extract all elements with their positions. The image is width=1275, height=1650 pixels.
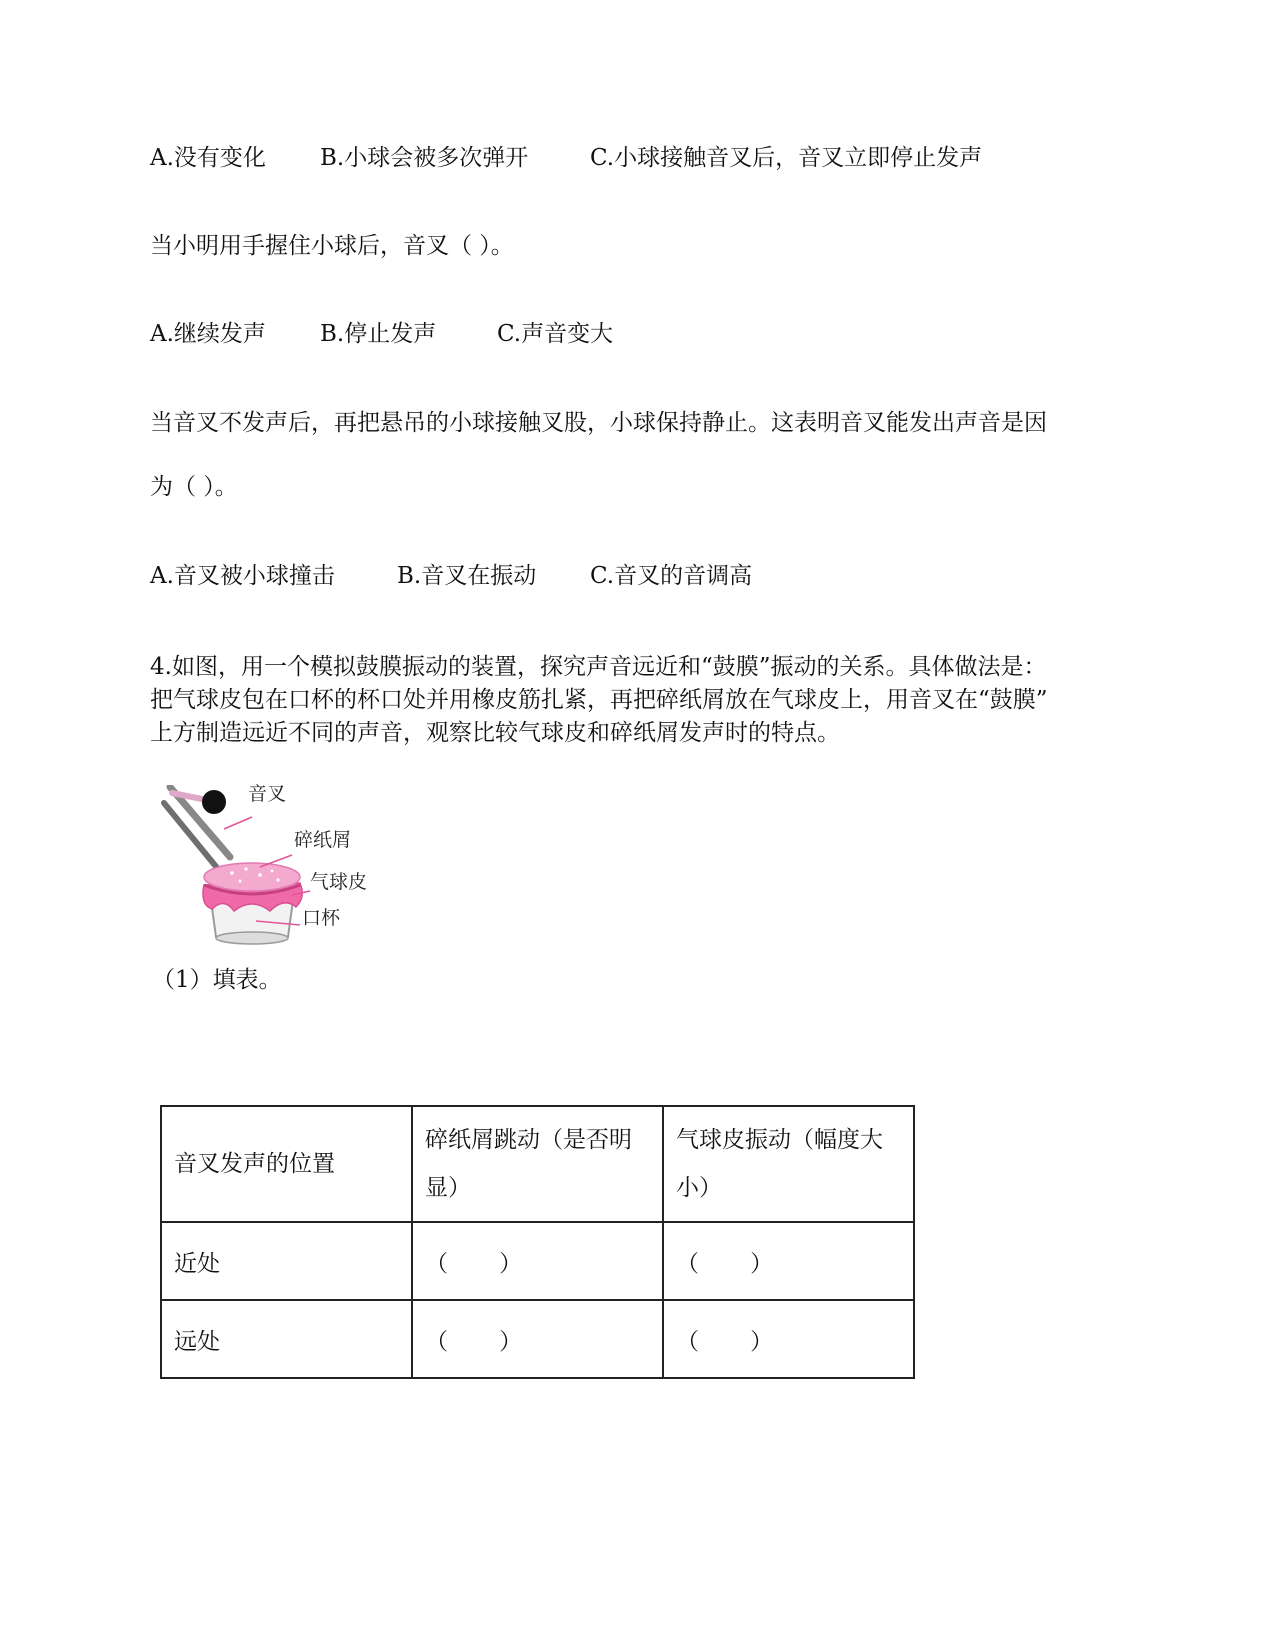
question-4-line3: 上方制造远近不同的声音，观察比较气球皮和碎纸屑发声时的特点。	[150, 720, 840, 746]
row-label-near: 近处	[161, 1222, 412, 1300]
answer-blank-paper-far[interactable]: （ ）	[412, 1300, 663, 1378]
option-a-1: A.没有变化	[150, 145, 266, 171]
question-stem-3-line2: 为（ ）。	[150, 474, 238, 500]
question-4-line2: 把气球皮包在口杯的杯口处并用橡皮筋扎紧，再把碎纸屑放在气球皮上，用音叉在“鼓膜”	[150, 687, 1048, 713]
table-row	[161, 1222, 914, 1300]
table-row	[161, 1300, 914, 1378]
answer-blank-balloon-far[interactable]: （ ）	[663, 1300, 914, 1378]
label-cup: 口杯	[302, 907, 341, 929]
option-b-3: B.音叉在振动	[397, 563, 537, 589]
question-4-text	[150, 651, 1130, 750]
table-header-row	[161, 1106, 914, 1222]
option-a-3: A.音叉被小球撞击	[150, 563, 335, 589]
fill-in-table	[160, 1105, 915, 1379]
option-c-1: C.小球接触音叉后，音叉立即停止发声	[590, 145, 983, 171]
question-4-line1: 4.如图，用一个模拟鼓膜振动的装置，探究声音远近和“鼓膜”振动的关系。具体做法是：	[150, 654, 1047, 680]
label-paper-scraps: 碎纸屑	[294, 829, 352, 851]
label-balloon-skin: 气球皮	[310, 871, 368, 893]
experiment-figure	[160, 785, 400, 950]
option-b-2: B.停止发声	[320, 321, 437, 347]
option-c-3: C.音叉的音调高	[590, 563, 753, 589]
header-position: 音叉发声的位置	[161, 1106, 412, 1222]
option-a-2: A.继续发声	[150, 321, 266, 347]
answer-blank-balloon-near[interactable]: （ ）	[663, 1222, 914, 1300]
label-tuning-fork: 音叉	[248, 783, 287, 805]
tuning-fork-icon	[164, 787, 230, 869]
row-label-far: 远处	[161, 1300, 412, 1378]
header-balloon-vibration: 气球皮振动（幅度大 小）	[663, 1106, 914, 1222]
header-paper-jump: 碎纸屑跳动（是否明 显）	[412, 1106, 663, 1222]
answer-blank-paper-near[interactable]: （ ）	[412, 1222, 663, 1300]
question-stem-3-line1: 当音叉不发声后，再把悬吊的小球接触叉股，小球保持静止。这表明音叉能发出声音是因	[150, 410, 1047, 436]
option-b-1: B.小球会被多次弹开	[320, 145, 529, 171]
option-c-2: C.声音变大	[497, 321, 614, 347]
question-stem-2: 当小明用手握住小球后，音叉（ ）。	[150, 233, 514, 259]
sub-question-1: （1）填表。	[152, 967, 282, 993]
